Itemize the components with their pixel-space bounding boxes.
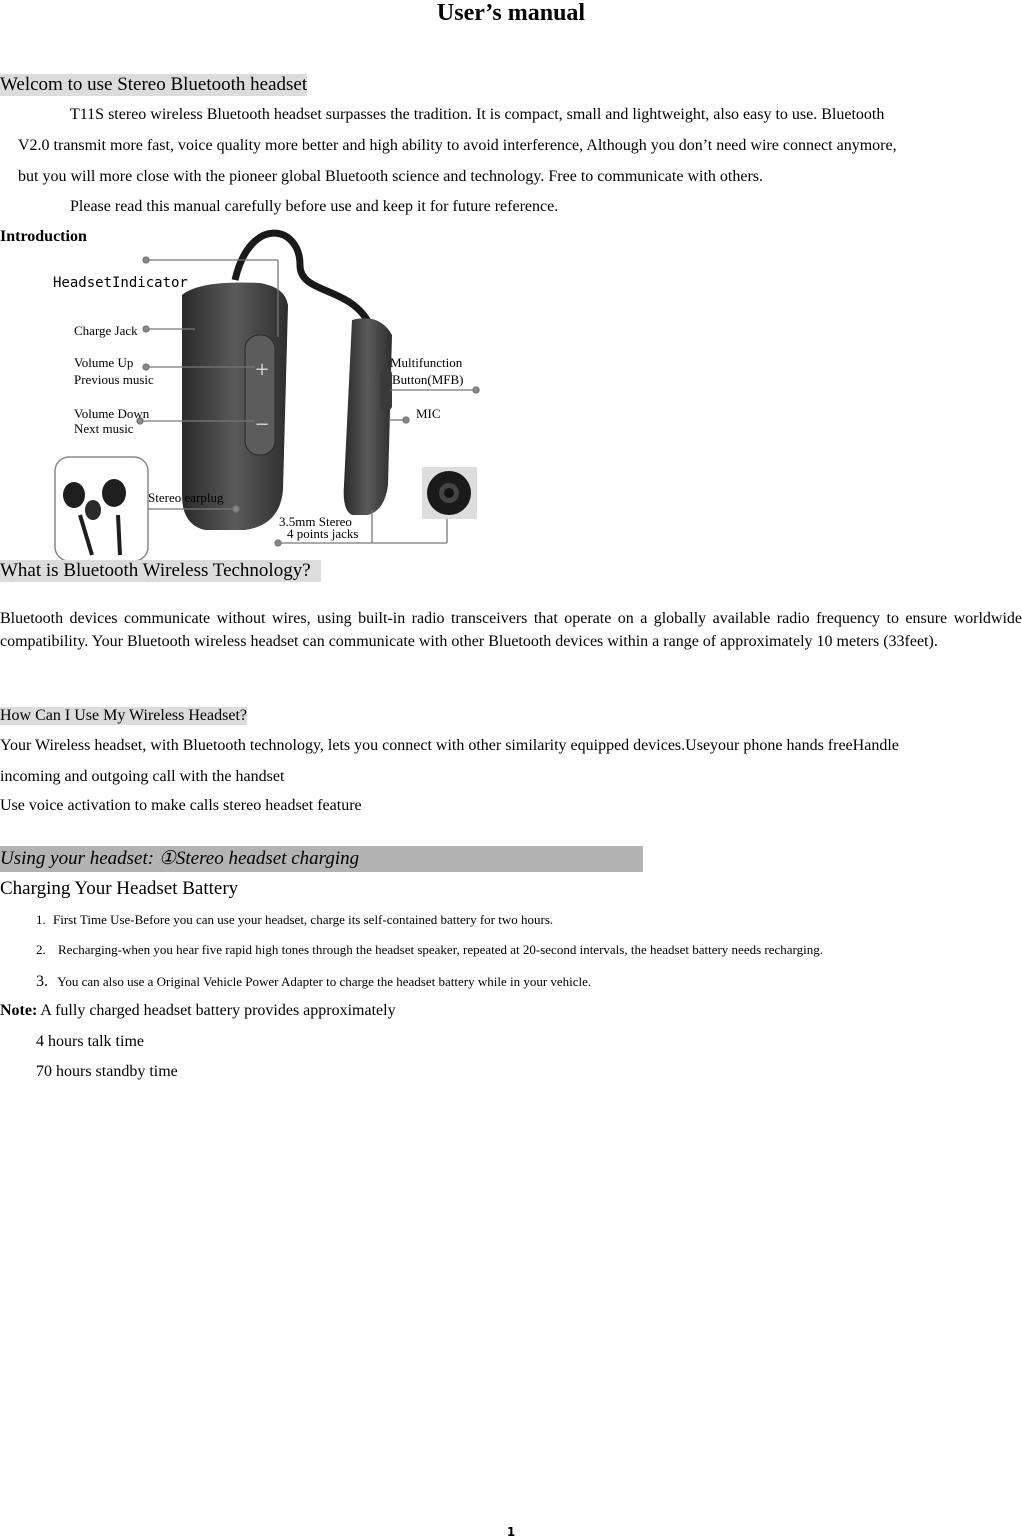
svg-text:−: − [254,414,270,435]
list-item [36,912,553,928]
volume-rocker [245,335,275,455]
charging-subheading: Charging Your Headset Battery [0,878,239,899]
label-volume-down: Volume Down [74,406,150,421]
how-use-line3: Use voice activation to make calls stereo headset feature [0,797,362,814]
label-next-music: Next music [74,421,134,436]
label-mic: MIC [416,406,441,421]
headset-diagram [0,225,500,565]
note-label: Note: [0,1002,38,1019]
label-charge-jack: Charge Jack [74,323,138,338]
how-use-line2: incoming and outgoing call with the handset [0,768,285,785]
talk-time: 4 hours talk time [36,1033,144,1050]
note-line [0,1002,396,1020]
bluetooth-heading: What is Bluetooth Wireless Technology? [0,560,321,582]
mic-module [344,318,392,515]
introduction-heading: Introduction [0,228,87,245]
welcome-para1-line3: but you will more close with the pioneer global Bluetooth science and technology. Free to communicate with others. [18,168,763,185]
list-item [36,942,823,958]
welcome-para1-line2: V2.0 transmit more fast, voice quality more better and high ability to avoid interference, Although you don’t need wire connect anymore, [18,137,897,154]
label-previous-music: Previous music [74,372,154,387]
list-item-num: 2. [36,942,46,957]
page-number: 1 [506,1525,516,1539]
welcome-para2: Please read this manual carefully before use and keep it for future reference. [70,198,559,215]
label-button-mfb: Button(MFB) [392,372,464,387]
label-stereo-35: 3.5mm Stereo [279,514,352,529]
label-four-points: 4 points jacks [287,526,359,541]
page-title: User’s manual [436,0,586,26]
how-use-line1: Your Wireless headset, with Bluetooth technology, lets you connect with other similarity equipped devices.Useyour phone hands freeHandle [0,737,899,754]
list-item-text: First Time Use-Before you can use your headset, charge its self-contained battery for two hours. [53,912,554,927]
label-stereo-earplug: Stereo earplug [148,490,224,505]
list-item-num: 3. [36,973,48,990]
label-multifunction: Multifunction [390,355,463,370]
note-text: A fully charged headset battery provides approximately [37,1002,396,1019]
how-use-heading: How Can I Use My Wireless Headset? [0,707,247,724]
svg-text:+: + [254,359,270,380]
list-item-num: 1. [36,912,46,927]
label-headset-indicator: HeadsetIndicator [53,275,188,291]
label-volume-up: Volume Up [74,355,134,370]
list-item-text: You can also use a Original Vehicle Power Adapter to charge the headset battery while in your vehicle. [57,974,592,989]
bluetooth-paragraph: Bluetooth devices communicate without wires, using built-in radio transceivers that operate on a globally available radio frequency to ensure worldwide compatibility. Your Bluetooth wireless headset can communicate with other Bluetooth devices within a range of approximately 10 meters (33feet). [0,610,1022,650]
welcome-heading: Welcom to use Stereo Bluetooth headset [0,74,308,95]
standby-time: 70 hours standby time [36,1063,178,1080]
list-item-text: Recharging-when you hear five rapid high tones through the headset speaker, repeated at 20-second intervals, the headset battery needs recharging. [58,942,823,957]
using-heading: Using your headset: ①Stereo headset charging [0,848,360,869]
welcome-para1-line1: T11S stereo wireless Bluetooth headset surpasses the tradition. It is compact, small and lightweight, also easy to use. Bluetooth [70,106,885,123]
list-item [36,973,591,991]
earplug-frame [55,457,148,561]
